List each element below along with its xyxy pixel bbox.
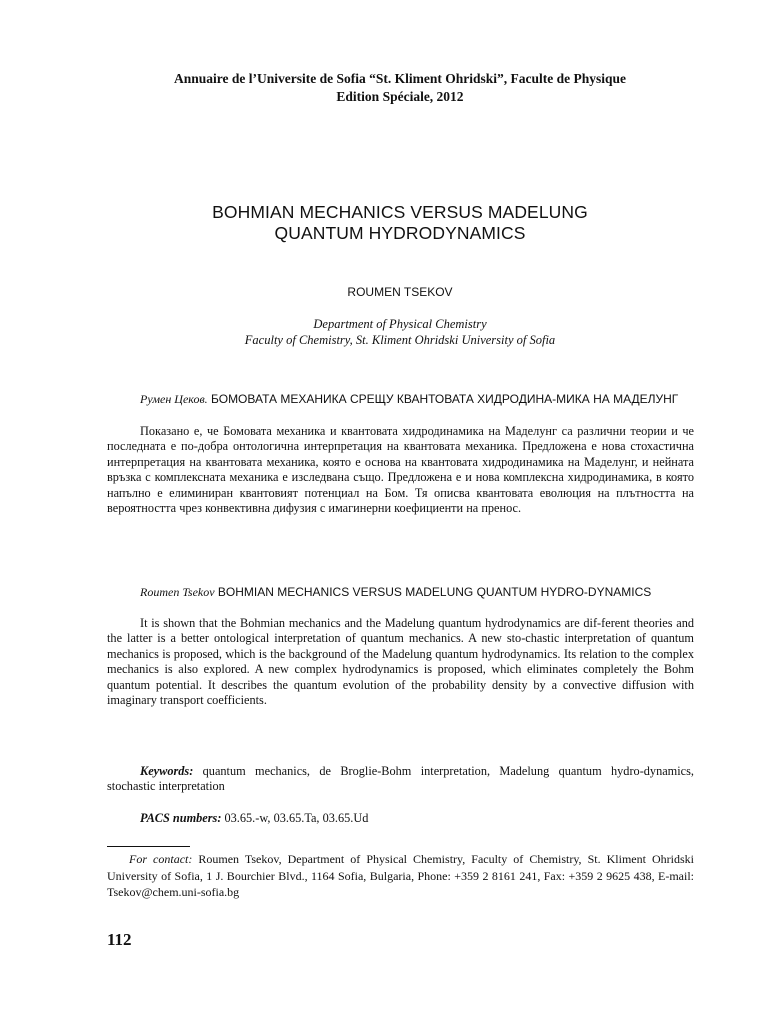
keywords-text: quantum mechanics, de Broglie-Bohm interpretation, Madelung quantum hydro-dynamics, stochastic interpretation — [107, 764, 694, 794]
bg-abstract-text: Показано е, че Бомовата механика и квантовата хидродинамика на Маделунг са различни теории и че последната е по-добра онтологична интерпретация на квантовата механика. Предложена е нова стохастична интерпретация на квантовата механика, която е основа на квантовата хидродинамика на Маделунг, и нейната връзка с комплексната механика е изследвана също. Предложена е и нова комплексна хидродинамика, в която напълно е елиминиран квантовият потенциал на Бом. Тя описва квантовата еволюция на плътността на вероятността чрез конвективна дифузия с имагинерни коефициенти на пренос. — [107, 424, 694, 516]
article-author: ROUMEN TSEKOV — [347, 285, 453, 299]
bg-abstract — [107, 391, 694, 516]
bg-abstract-author: Румен Цеков. — [140, 392, 208, 406]
en-abstract-author: Roumen Tsekov — [140, 585, 215, 599]
keywords — [107, 764, 694, 795]
en-abstract — [107, 584, 694, 708]
page-number: 112 — [107, 930, 132, 949]
affiliation-line-1: Department of Physical Chemistry — [313, 317, 487, 331]
en-abstract-heading — [107, 584, 694, 601]
journal-line-1: Annuaire de l’Universite de Sofia “St. Kliment Ohridski”, Faculte de Physique — [173, 71, 627, 86]
pacs-label: PACS numbers: — [140, 811, 222, 825]
pacs-text: 03.65.-w, 03.65.Ta, 03.65.Ud — [221, 811, 369, 825]
footnote-rule — [107, 846, 190, 847]
journal-header — [80, 70, 720, 106]
title-line-2: QUANTUM HYDRODYNAMICS — [274, 223, 526, 243]
journal-line-2: Edition Spéciale, 2012 — [336, 89, 464, 104]
title-line-1: BOHMIAN MECHANICS VERSUS MADELUNG — [212, 202, 588, 222]
pacs-numbers — [107, 811, 694, 826]
bg-abstract-heading — [107, 391, 694, 408]
footnote-text: Roumen Tsekov, Department of Physical Chemistry, Faculty of Chemistry, St. Kliment Ohridski University of Sofia, 1 J. Bourchier Blvd., 1164 Sofia, Bulgaria, Phone: +359 2 8161 241, Fax: +359 2 9625 438, E-mail: Tsekov@chem.uni-sofia.bg — [107, 852, 694, 899]
bg-abstract-title: БОМОВАТА МЕХАНИКА СРЕЩУ КВАНТОВАТА ХИДРОДИНА-МИКА НА МАДЕЛУНГ — [207, 392, 679, 406]
en-abstract-text: It is shown that the Bohmian mechanics and the Madelung quantum hydrodynamics are dif-ferent theories and the latter is a better ontological interpretation of quantum mechanics. A new sto-chastic interpretation of quantum mechanics is proposed, which is the background of the Madelung quantum hydrodynamics. Its relation to the complex mechanics is also explored. A new complex hydrodynamics is proposed, which eliminates completely the Bohm quantum potential. It describes the quantum evolution of the probability density by a convective diffusion with imaginary transport coefficients. — [107, 616, 694, 708]
contact-footnote — [107, 851, 694, 901]
keywords-label: Keywords: — [140, 764, 194, 778]
author-affiliation — [80, 316, 720, 348]
article-title — [80, 202, 720, 244]
en-abstract-title: BOHMIAN MECHANICS VERSUS MADELUNG QUANTUM HYDRO-DYNAMICS — [214, 585, 652, 599]
affiliation-line-2: Faculty of Chemistry, St. Kliment Ohridski University of Sofia — [244, 333, 556, 347]
footnote-label: For contact: — [129, 852, 193, 866]
